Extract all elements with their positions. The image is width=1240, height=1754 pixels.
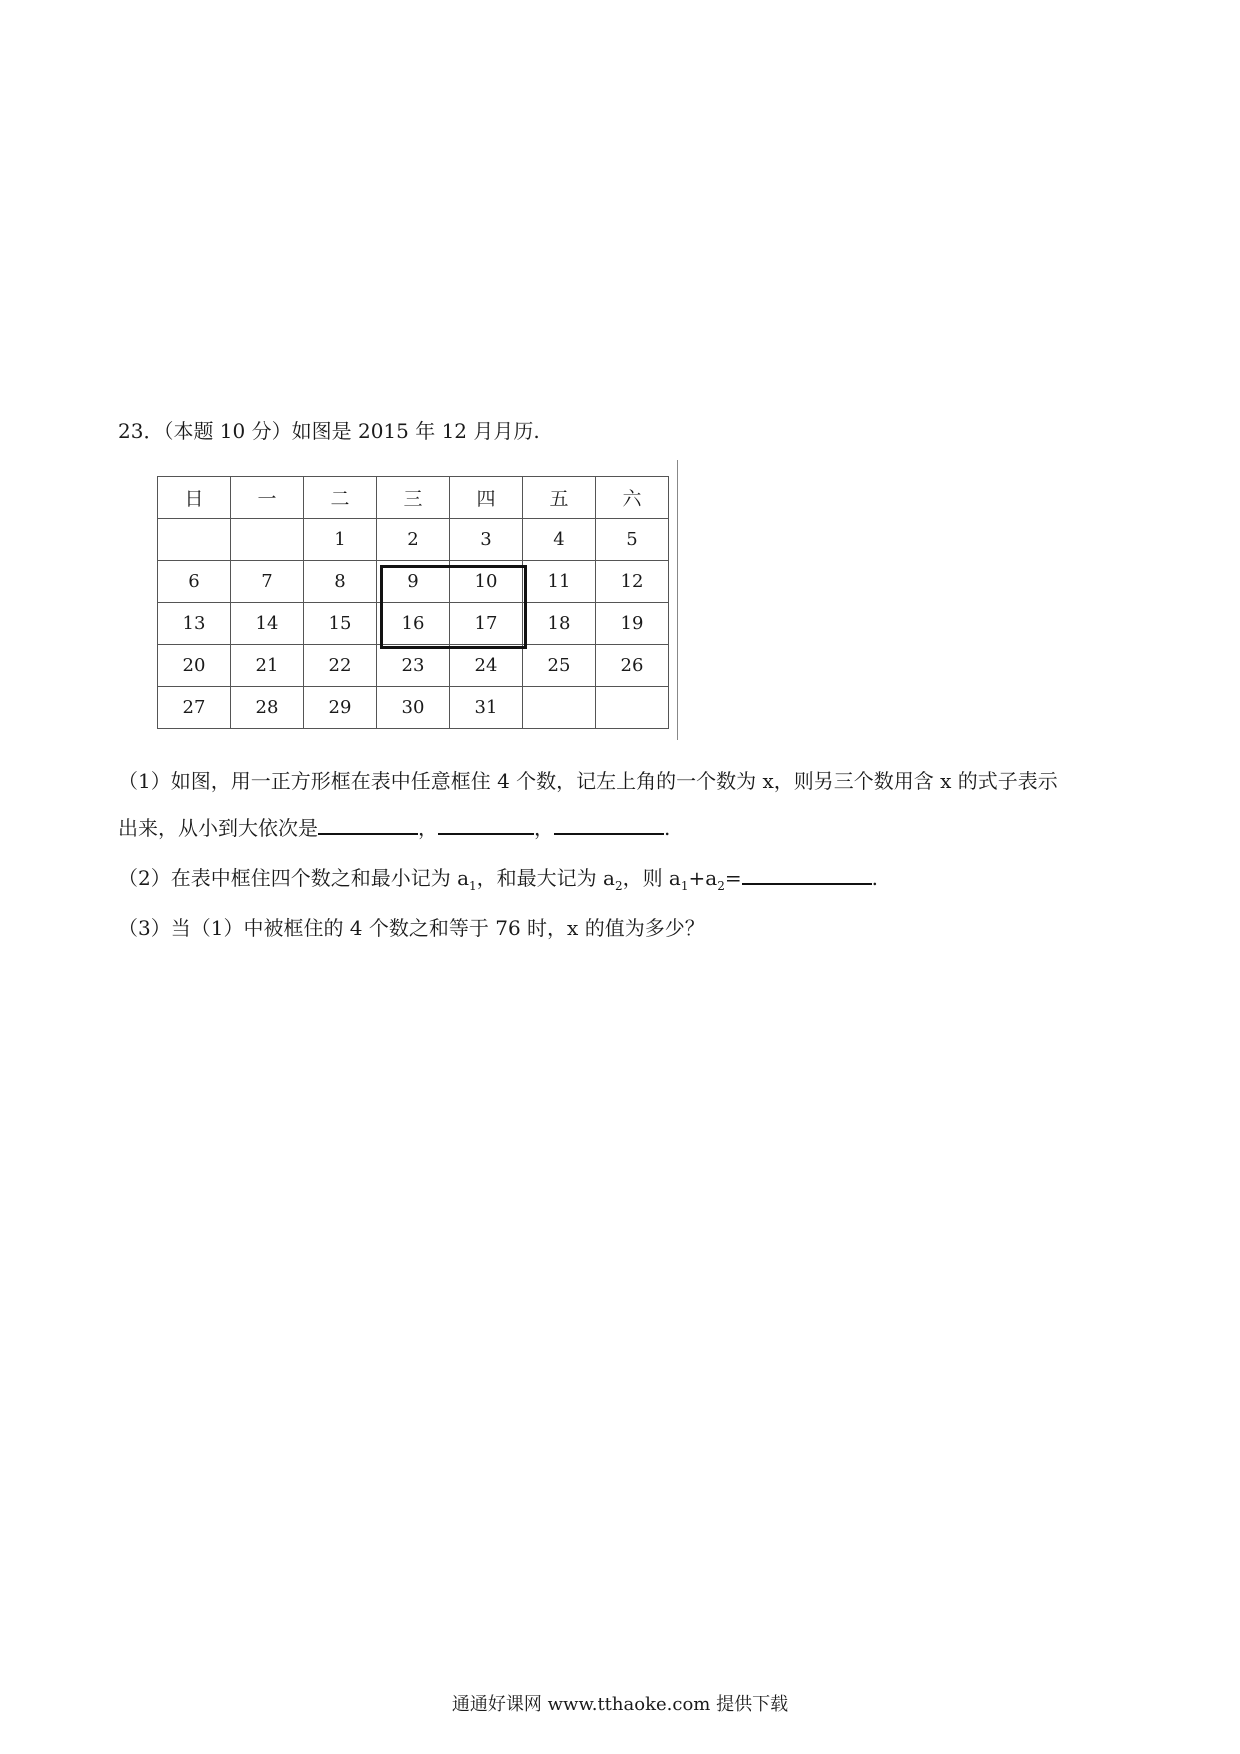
day-cell: 20 bbox=[158, 645, 231, 687]
part2-mid: ，和最大记为 a bbox=[476, 866, 615, 890]
day-cell: 25 bbox=[523, 645, 596, 687]
day-cell: 11 bbox=[523, 561, 596, 603]
day-cell: 24 bbox=[450, 645, 523, 687]
weekday-header: 五 bbox=[523, 477, 596, 519]
subscript-2: 2 bbox=[717, 879, 725, 893]
part2-end: ，则 a bbox=[622, 866, 681, 890]
scan-edge-line bbox=[677, 460, 678, 740]
weekday-header: 三 bbox=[377, 477, 450, 519]
day-cell: 2 bbox=[377, 519, 450, 561]
day-cell: 7 bbox=[231, 561, 304, 603]
day-cell: 21 bbox=[231, 645, 304, 687]
weekday-header: 一 bbox=[231, 477, 304, 519]
weekday-header: 二 bbox=[304, 477, 377, 519]
day-cell: 4 bbox=[523, 519, 596, 561]
part2-text: （2）在表中框住四个数之和最小记为 a bbox=[118, 866, 470, 890]
weekday-header: 六 bbox=[596, 477, 669, 519]
day-cell: 5 bbox=[596, 519, 669, 561]
comma: ， bbox=[418, 816, 438, 840]
day-cell: 12 bbox=[596, 561, 669, 603]
day-cell: 18 bbox=[523, 603, 596, 645]
day-cell: 26 bbox=[596, 645, 669, 687]
day-cell: 17 bbox=[450, 603, 523, 645]
day-cell: 27 bbox=[158, 687, 231, 729]
day-cell: 13 bbox=[158, 603, 231, 645]
day-cell: 30 bbox=[377, 687, 450, 729]
subscript-2: 2 bbox=[614, 879, 623, 893]
day-cell: 14 bbox=[231, 603, 304, 645]
calendar-week-row bbox=[158, 603, 669, 645]
answer-blank-4[interactable] bbox=[742, 863, 872, 885]
period: . bbox=[871, 866, 878, 890]
period: . bbox=[664, 816, 671, 840]
comma: ， bbox=[534, 816, 554, 840]
calendar-week-row bbox=[158, 687, 669, 729]
part1-prompt: 出来，从小到大依次是 bbox=[118, 816, 318, 840]
day-cell: 23 bbox=[377, 645, 450, 687]
answer-blank-1[interactable] bbox=[318, 813, 418, 835]
weekday-header: 四 bbox=[450, 477, 523, 519]
part3-line: （3）当（1）中被框住的 4 个数之和等于 76 时，x 的值为多少？ bbox=[118, 916, 705, 940]
question-title: 23．（本题 10 分）如图是 2015 年 12 月月历. bbox=[118, 419, 540, 443]
calendar-header-row bbox=[158, 477, 669, 519]
calendar-week-row bbox=[158, 561, 669, 603]
answer-blank-2[interactable] bbox=[438, 813, 534, 835]
day-cell bbox=[158, 519, 231, 561]
footer-text: 通通好课网 www.tthaoke.com 提供下载 bbox=[451, 1694, 789, 1715]
day-cell: 29 bbox=[304, 687, 377, 729]
day-cell: 1 bbox=[304, 519, 377, 561]
day-cell bbox=[523, 687, 596, 729]
part1-line2 bbox=[118, 812, 670, 841]
day-cell: 10 bbox=[450, 561, 523, 603]
calendar-week-row bbox=[158, 645, 669, 687]
equals: = bbox=[724, 866, 742, 890]
day-cell bbox=[596, 687, 669, 729]
day-cell: 16 bbox=[377, 603, 450, 645]
day-cell: 28 bbox=[231, 687, 304, 729]
subscript-1: 1 bbox=[680, 879, 689, 893]
part2-line bbox=[118, 862, 878, 893]
day-cell: 6 bbox=[158, 561, 231, 603]
day-cell bbox=[231, 519, 304, 561]
plus-a: +a bbox=[688, 866, 718, 890]
day-cell: 22 bbox=[304, 645, 377, 687]
calendar-week-row bbox=[158, 519, 669, 561]
day-cell: 9 bbox=[377, 561, 450, 603]
day-cell: 8 bbox=[304, 561, 377, 603]
weekday-header: 日 bbox=[158, 477, 231, 519]
day-cell: 3 bbox=[450, 519, 523, 561]
day-cell: 31 bbox=[450, 687, 523, 729]
subscript-1: 1 bbox=[469, 879, 477, 893]
calendar-table bbox=[157, 476, 669, 729]
part1-line1: （1）如图，用一正方形框在表中任意框住 4 个数，记左上角的一个数为 x，则另三个数用含 x 的式子表示 bbox=[118, 769, 1058, 793]
answer-blank-3[interactable] bbox=[554, 813, 664, 835]
day-cell: 15 bbox=[304, 603, 377, 645]
day-cell: 19 bbox=[596, 603, 669, 645]
